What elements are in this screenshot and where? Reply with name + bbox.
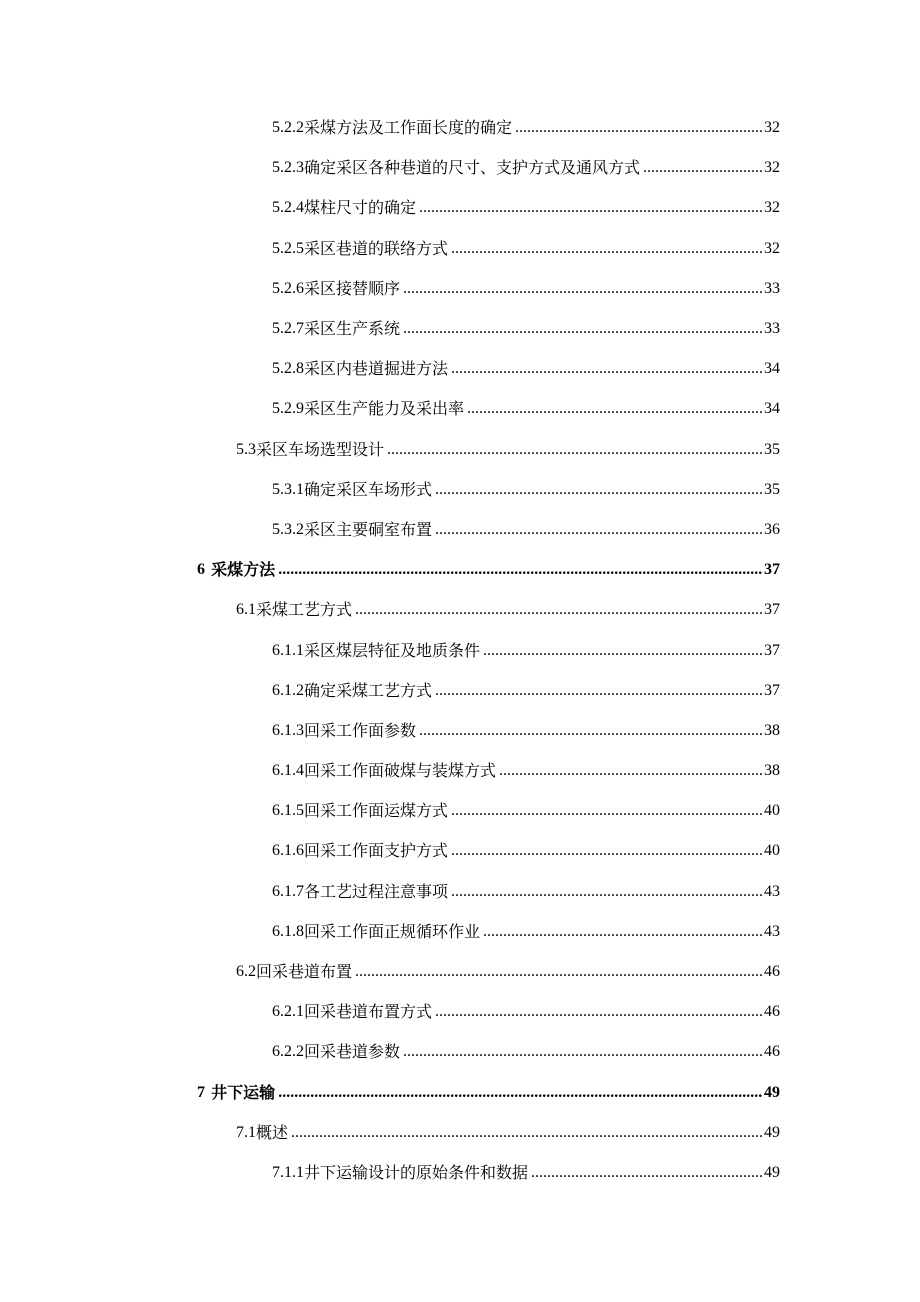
toc-entry-title: 采煤方法及工作面长度的确定: [304, 118, 513, 138]
toc-entry[interactable]: [0, 309, 920, 349]
toc-entry-number: 6.1.3: [272, 721, 304, 739]
toc-entry-title: 回采工作面正规循环作业: [304, 921, 481, 941]
dot-leader: [435, 480, 762, 500]
dot-leader: [643, 158, 762, 178]
toc-entry-title: 回采巷道参数: [304, 1042, 401, 1062]
toc-entry-page-number: 49: [764, 1163, 780, 1181]
toc-entry[interactable]: [0, 1073, 920, 1113]
dot-leader: [467, 399, 762, 419]
toc-entry-page-number: 40: [764, 842, 780, 860]
dot-leader: [483, 922, 762, 942]
dot-leader: [403, 319, 762, 339]
toc-entry-number: 5.3.2: [272, 520, 304, 538]
toc-entry-page-number: 37: [764, 681, 780, 699]
toc-entry[interactable]: [0, 269, 920, 309]
toc-entry[interactable]: [0, 188, 920, 228]
toc-entry-page-number: 32: [764, 159, 780, 177]
dot-leader: [451, 359, 762, 379]
dot-leader: [291, 1123, 762, 1143]
toc-entry-title: 确定采煤工艺方式: [304, 680, 433, 700]
dot-leader: [278, 560, 762, 580]
toc-entry[interactable]: [0, 630, 920, 670]
toc-entry-title: 采区主要硐室布置: [304, 519, 433, 539]
toc-entry[interactable]: [0, 590, 920, 630]
toc-entry-number: 5.2.6: [272, 279, 304, 297]
toc-entry[interactable]: [0, 1113, 920, 1153]
toc-entry-number: 5.2.8: [272, 360, 304, 378]
toc-entry[interactable]: [0, 711, 920, 751]
toc-entry-number: 6.1.2: [272, 681, 304, 699]
toc-entry-number: 5.3.1: [272, 480, 304, 498]
toc-entry-page-number: 33: [764, 279, 780, 297]
toc-entry-number: 5.3: [236, 440, 256, 458]
toc-entry[interactable]: [0, 470, 920, 510]
dot-leader: [435, 1002, 762, 1022]
toc-entry-title: 采区接替顺序: [304, 278, 401, 298]
toc-entry-title: 采区车场选型设计: [256, 439, 385, 459]
toc-entry[interactable]: [0, 108, 920, 148]
toc-entry-number: 6.1.1: [272, 641, 304, 659]
toc-entry[interactable]: [0, 550, 920, 590]
toc-entry[interactable]: [0, 510, 920, 550]
toc-entry-page-number: 35: [764, 480, 780, 498]
toc-entry-number: 6.1.6: [272, 842, 304, 860]
toc-entry[interactable]: [0, 872, 920, 912]
toc-entry-title: 回采工作面支护方式: [304, 841, 449, 861]
dot-leader: [419, 721, 762, 741]
toc-entry-title: 概述: [256, 1122, 289, 1142]
toc-entry-page-number: 38: [764, 721, 780, 739]
toc-entry-title: 回采巷道布置: [256, 962, 353, 982]
toc-entry-number: 7.1.1: [272, 1163, 304, 1181]
toc-entry-number: 6.1: [236, 601, 256, 619]
dot-leader: [403, 279, 762, 299]
toc-entry-page-number: 36: [764, 520, 780, 538]
toc-entry-number: 6: [197, 561, 205, 579]
toc-entry-title: 采区巷道的联络方式: [304, 238, 449, 258]
dot-leader: [451, 801, 762, 821]
toc-entry-page-number: 40: [764, 802, 780, 820]
dot-leader: [483, 641, 762, 661]
toc-entry-number: 7.1: [236, 1123, 256, 1141]
toc-entry-title: 采区煤层特征及地质条件: [304, 640, 481, 660]
dot-leader: [451, 239, 762, 259]
toc-entry-title: 回采巷道布置方式: [304, 1002, 433, 1022]
toc-entry-number: 6.1.5: [272, 802, 304, 820]
toc-entry[interactable]: [0, 148, 920, 188]
toc-entry-title: 采区生产能力及采出率: [304, 399, 465, 419]
toc-entry-page-number: 46: [764, 963, 780, 981]
toc-entry[interactable]: [0, 349, 920, 389]
toc-entry[interactable]: [0, 831, 920, 871]
toc-entry-page-number: 34: [764, 360, 780, 378]
toc-entry-number: 5.2.2: [272, 119, 304, 137]
toc-entry-title: 采区内巷道掘进方法: [304, 359, 449, 379]
toc-entry-page-number: 35: [764, 440, 780, 458]
toc-entry-page-number: 46: [764, 1043, 780, 1061]
dot-leader: [355, 600, 762, 620]
toc-entry[interactable]: [0, 952, 920, 992]
toc-entry-number: 5.2.9: [272, 400, 304, 418]
toc-entry-page-number: 32: [764, 119, 780, 137]
toc-entry-title: 井下运输设计的原始条件和数据: [304, 1162, 529, 1182]
toc-entry[interactable]: [0, 1153, 920, 1193]
toc-entry-number: 5.2.5: [272, 239, 304, 257]
toc-entry-number: 5.2.7: [272, 320, 304, 338]
toc-entry-title: 各工艺过程注意事项: [304, 881, 449, 901]
dot-leader: [403, 1042, 762, 1062]
dot-leader: [435, 681, 762, 701]
toc-entry-page-number: 37: [764, 641, 780, 659]
toc-entry[interactable]: [0, 430, 920, 470]
toc-entry-page-number: 46: [764, 1003, 780, 1021]
toc-entry[interactable]: [0, 389, 920, 429]
toc-entry-page-number: 33: [764, 320, 780, 338]
toc-entry-title: 确定采区各种巷道的尺寸、支护方式及通风方式: [304, 158, 641, 178]
toc-entry-page-number: 34: [764, 400, 780, 418]
toc-entry-title: 采区生产系统: [304, 319, 401, 339]
toc-entry-title: 井下运输: [211, 1082, 276, 1102]
toc-entry-page-number: 37: [764, 601, 780, 619]
toc-entry-title: 回采工作面运煤方式: [304, 801, 449, 821]
toc-entry[interactable]: [0, 671, 920, 711]
toc-entry-page-number: 37: [764, 561, 780, 579]
toc-entry[interactable]: [0, 992, 920, 1032]
toc-entry-page-number: 43: [764, 882, 780, 900]
dot-leader: [515, 118, 762, 138]
toc-entry-title: 回采工作面参数: [304, 720, 417, 740]
toc-entry-title: 煤柱尺寸的确定: [304, 198, 417, 218]
toc-entry-page-number: 49: [764, 1123, 780, 1141]
toc-entry-number: 5.2.3: [272, 159, 304, 177]
toc-entry-number: 6.2.2: [272, 1043, 304, 1061]
toc-entry-number: 6.2: [236, 963, 256, 981]
toc-entry[interactable]: [0, 751, 920, 791]
toc-entry-title: 回采工作面破煤与装煤方式: [304, 761, 497, 781]
dot-leader: [278, 1083, 762, 1103]
dot-leader: [387, 440, 762, 460]
toc-entry-page-number: 32: [764, 239, 780, 257]
toc-entry-page-number: 38: [764, 762, 780, 780]
toc-entry-number: 7: [197, 1083, 205, 1101]
toc-entry[interactable]: [0, 912, 920, 952]
toc-entry-number: 6.1.4: [272, 762, 304, 780]
toc-entry-title: 采煤方法: [211, 560, 276, 580]
toc-entry[interactable]: [0, 791, 920, 831]
toc-entry-number: 6.1.7: [272, 882, 304, 900]
toc-entry-number: 5.2.4: [272, 199, 304, 217]
dot-leader: [451, 841, 762, 861]
toc-entry-number: 6.2.1: [272, 1003, 304, 1021]
dot-leader: [451, 882, 762, 902]
toc-entry[interactable]: [0, 229, 920, 269]
dot-leader: [419, 198, 762, 218]
toc-entry-title: 采煤工艺方式: [256, 600, 353, 620]
toc-entry-page-number: 32: [764, 199, 780, 217]
dot-leader: [531, 1163, 762, 1183]
table-of-contents: [0, 108, 920, 1193]
dot-leader: [435, 520, 762, 540]
dot-leader: [355, 962, 762, 982]
dot-leader: [499, 761, 762, 781]
toc-entry[interactable]: [0, 1032, 920, 1072]
toc-entry-number: 6.1.8: [272, 922, 304, 940]
toc-entry-page-number: 43: [764, 922, 780, 940]
toc-entry-page-number: 49: [764, 1083, 780, 1101]
toc-entry-title: 确定采区车场形式: [304, 479, 433, 499]
